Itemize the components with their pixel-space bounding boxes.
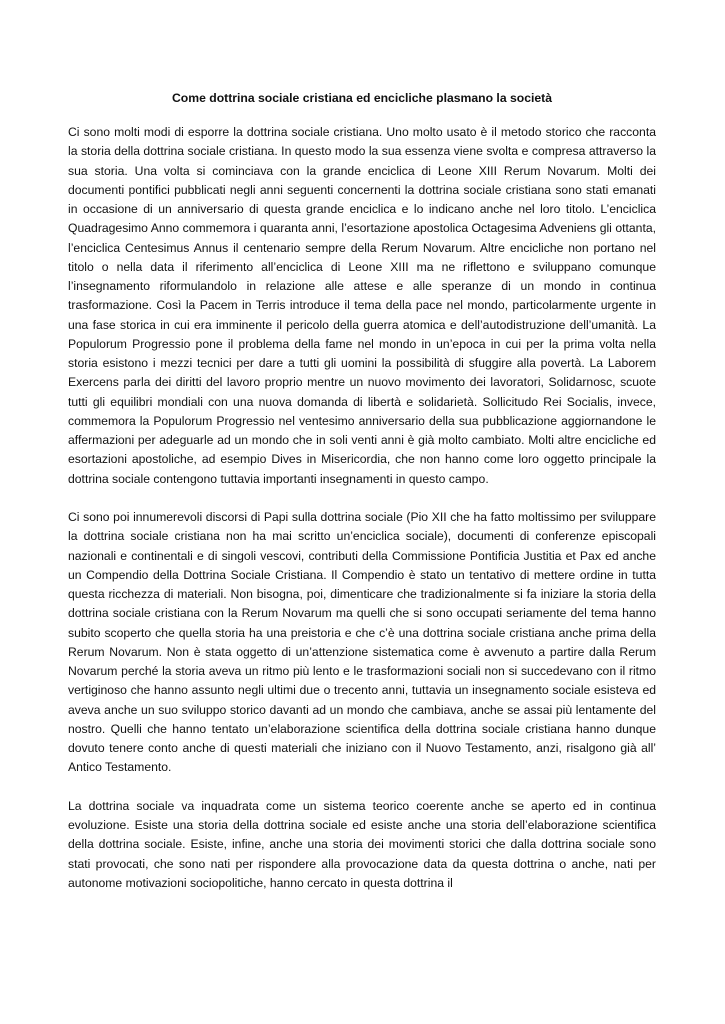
paragraph-1: Ci sono molti modi di esporre la dottrina sociale cristiana. Uno molto usato è il metodo storico che racconta la storia della dottrina sociale cristiana. In questo modo la sua essenza viene svolta e compresa attraverso la sua storia. Una volta si cominciava con la grande enciclica di Leone XIII Rerum Novarum. Molti dei documenti pontifici pubblicati negli anni seguenti concernenti la dottrina sociale cristiana sono stati emanati in occasione di un anniversario di questa grande enciclica e lo indicano anche nel loro titolo. L’enciclica Quadragesimo Anno commemora i quaranta anni, l’esortazione apostolica Octagesima Adveniens gli ottanta, l’enciclica Centesimus Annus il centenario sempre della Rerum Novarum. Altre encicliche non portano nel titolo o nella data il riferimento all’enciclica di Leone XIII ma ne riflettono e sviluppano comunque l’insegnamento riformulandolo in relazione alle attese e alle speranze di un mondo in continua trasformazione. Così la Pacem in Terris introduce il tema della pace nel mondo, particolarmente urgente in una fase storica in cui era imminente il pericolo della guerra atomica e dell’autodistruzione dell’umanità. La Populorum Progressio pone il problema della fame nel mondo in un’epoca in cui per la prima volta nella storia esistono i mezzi tecnici per dare a tutti gli uomini la possibilità di sfuggire alla povertà. La Laborem Exercens parla dei diritti del lavoro proprio mentre un nuovo movimento dei lavoratori, Solidarnosc, scuote tutti gli equilibri mondiali con una nuova domanda di libertà e solidarietà. Sollicitudo Rei Socialis, invece, commemora la Populorum Progressio nel ventesimo anniversario della sua pubblicazione aggiornandone le affermazioni per adeguarle ad un mondo che in soli venti anni è già molto cambiato. Molti altre encicliche ed esortazioni apostoliche, ad esempio Dives in Misericordia, che non hanno come loro oggetto principale la dottrina sociale contengono tuttavia importanti insegnamenti in questo campo. (68, 125, 656, 486)
paragraph-3: La dottrina sociale va inquadrata come un sistema teorico coerente anche se aperto ed in continua evoluzione. Esiste una storia della dottrina sociale ed esiste anche una storia dell’elaborazione scientifica della dottrina sociale. Esiste, infine, anche una storia dei movimenti storici che dalla dottrina sociale sono stati provocati, che sono nati per rispondere alla provocazione data da questa dottrina o anche, nati per autonome motivazioni sociopolitiche, hanno cercato in questa dottrina il (68, 798, 656, 890)
paragraph-2: Ci sono poi innumerevoli discorsi di Papi sulla dottrina sociale (Pio XII che ha fatto moltissimo per sviluppare la dottrina sociale cristiana non ha mai scritto un’enciclica sociale), documenti di conferenze episcopali nazionali e continentali e di singoli vescovi, contributi della Commissione Pontificia Justitia et Pax ed anche un Compendio della Dottrina Sociale Cristiana. Il Compendio è stato un tentativo di mettere ordine in tutta questa ricchezza di materiali. Non bisogna, poi, dimenticare che tradizionalmente si fa iniziare la storia della dottrina sociale cristiana con la Rerum Novarum ma quelli che si sono occupati seriamente del tema hanno subito scoperto che quella storia ha una preistoria e che c’è una dottrina sociale cristiana anche prima della Rerum Novarum. Non è stata oggetto di un’attenzione sistematica come è avvenuto a partire dalla Rerum Novarum perché la storia aveva un ritmo più lento e le trasformazioni sociali non si succedevano con il ritmo vertiginoso che hanno assunto negli ultimi due o trecento anni, tuttavia un insegnamento sociale esisteva ed aveva anche un suo sviluppo storico davanti ad un mondo che cambiava, anche se assai più lentamente del nostro. Quelli che hanno tentato un’elaborazione scientifica della dottrina sociale cristiana hanno dunque dovuto tenere conto anche di questi materiali che iniziano con il Nuovo Testamento, anzi, risalgono già all’ Antico Testamento. (68, 510, 656, 775)
document-title: Come dottrina sociale cristiana ed encicliche plasmano la società (172, 91, 552, 105)
document-body (68, 90, 656, 912)
